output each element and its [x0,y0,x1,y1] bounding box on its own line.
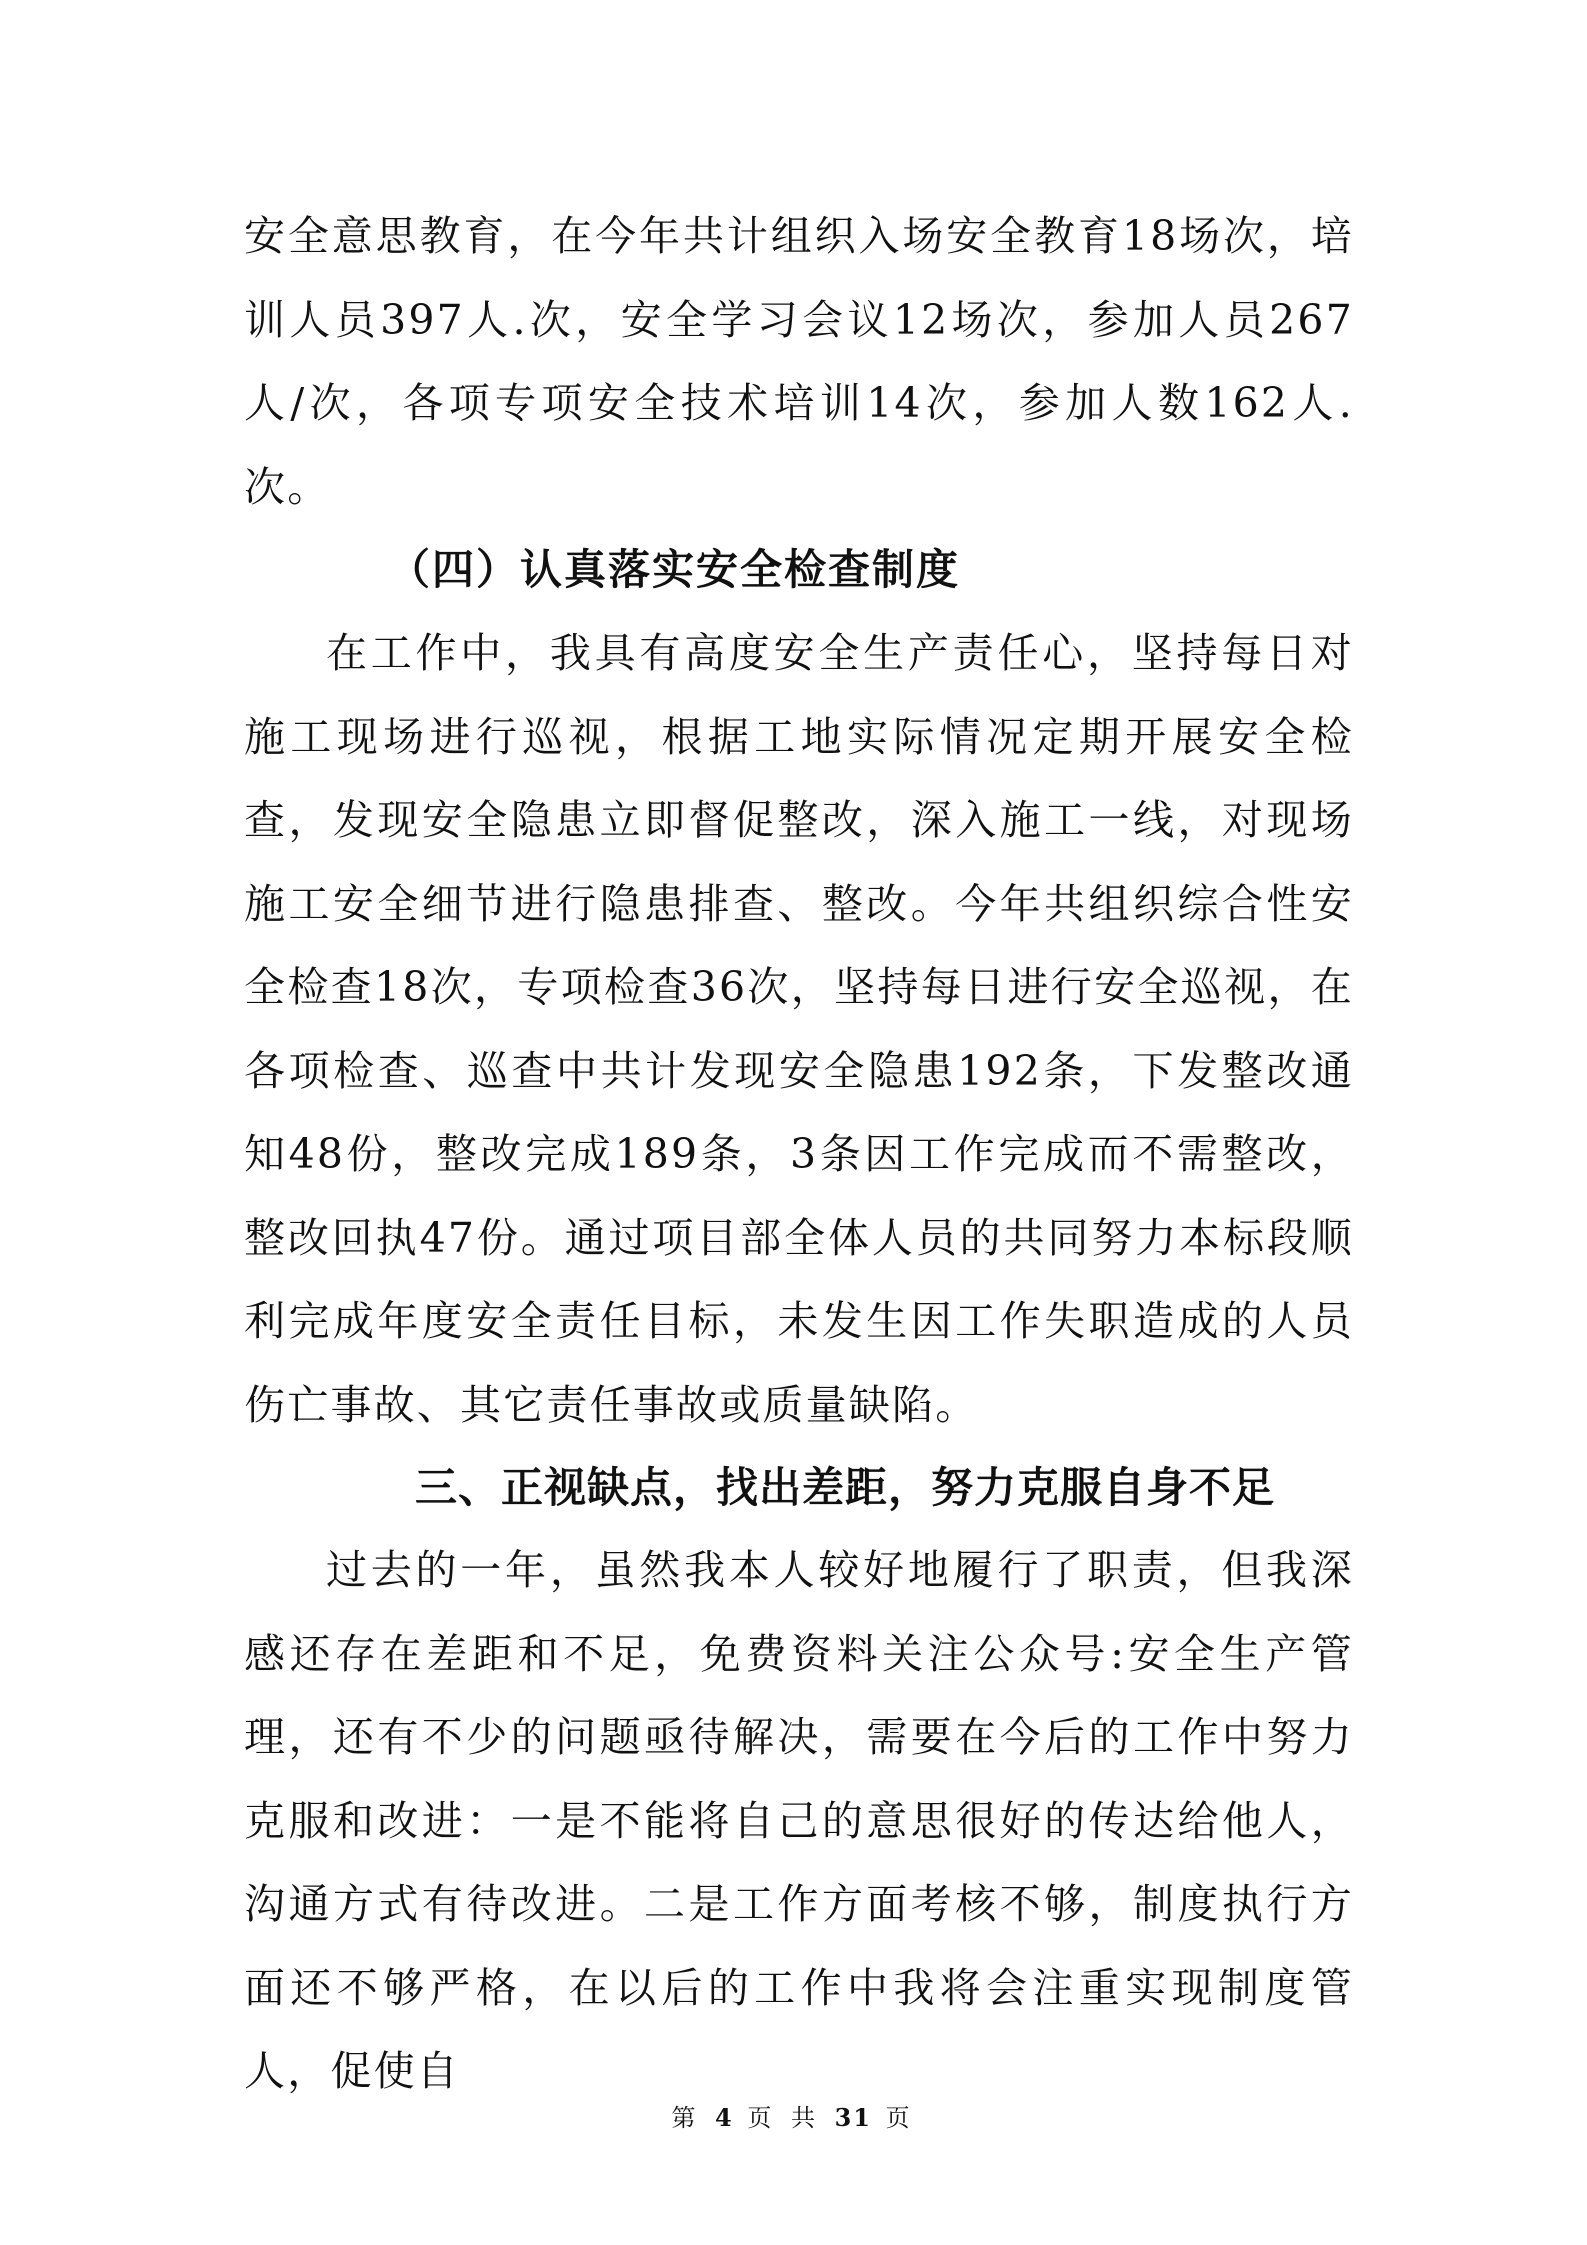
section-heading-shortcomings: 三、正视缺点，找出差距，努力克服自身不足 [415,1463,1276,1512]
paragraph-shortcomings: 过去的一年，虽然我本人较好地履行了职责，但我深感还存在差距和不足，免费资料关注公众号:安全生产管理，还有不少的问题亟待解决，需要在今后的工作中努力克服和改进：一是不能将自己的意思很好的传达给他人，沟通方式有待改进。二是工作方面考核不够，制度执行方面还不够严格，在以后的工作中我将会注重实现制度管人，促使自 [244,1546,1354,2095]
section-heading-safety-inspection: （四）认真落实安全检查制度 [388,545,961,594]
page-footer [0,2098,1587,2133]
paragraph-safety-inspection: 在工作中，我具有高度安全生产责任心，坚持每日对施工现场进行巡视，根据工地实际情况定期开展安全检查，发现安全隐患立即督促整改，深入施工一线，对现场施工安全细节进行隐患排查、整改。今年共组织综合性安全检查18次，专项检查36次，坚持每日进行安全巡视，在各项检查、巡查中共计发现安全隐患192条，下发整改通知48份，整改完成189条，3条因工作完成而不需整改，整改回执47份。通过项目部全体人员的共同努力本标段顺利完成年度安全责任目标，未发生因工作失职造成的人员伤亡事故、其它责任事故或质量缺陷。 [244,629,1354,1429]
paragraph-training-summary: 安全意思教育，在今年共计组织入场安全教育18场次，培训人员397人.次，安全学习会议12场次，参加人员267人/次，各项专项安全技术培训14次，参加人数162人.次。 [244,212,1354,511]
footer-current-page: 4 [714,2103,734,2132]
footer-suffix: 页 [885,2104,916,2132]
footer-prefix: 第 [671,2104,702,2132]
footer-middle: 页 共 [747,2104,821,2132]
footer-total-pages: 31 [834,2103,873,2132]
